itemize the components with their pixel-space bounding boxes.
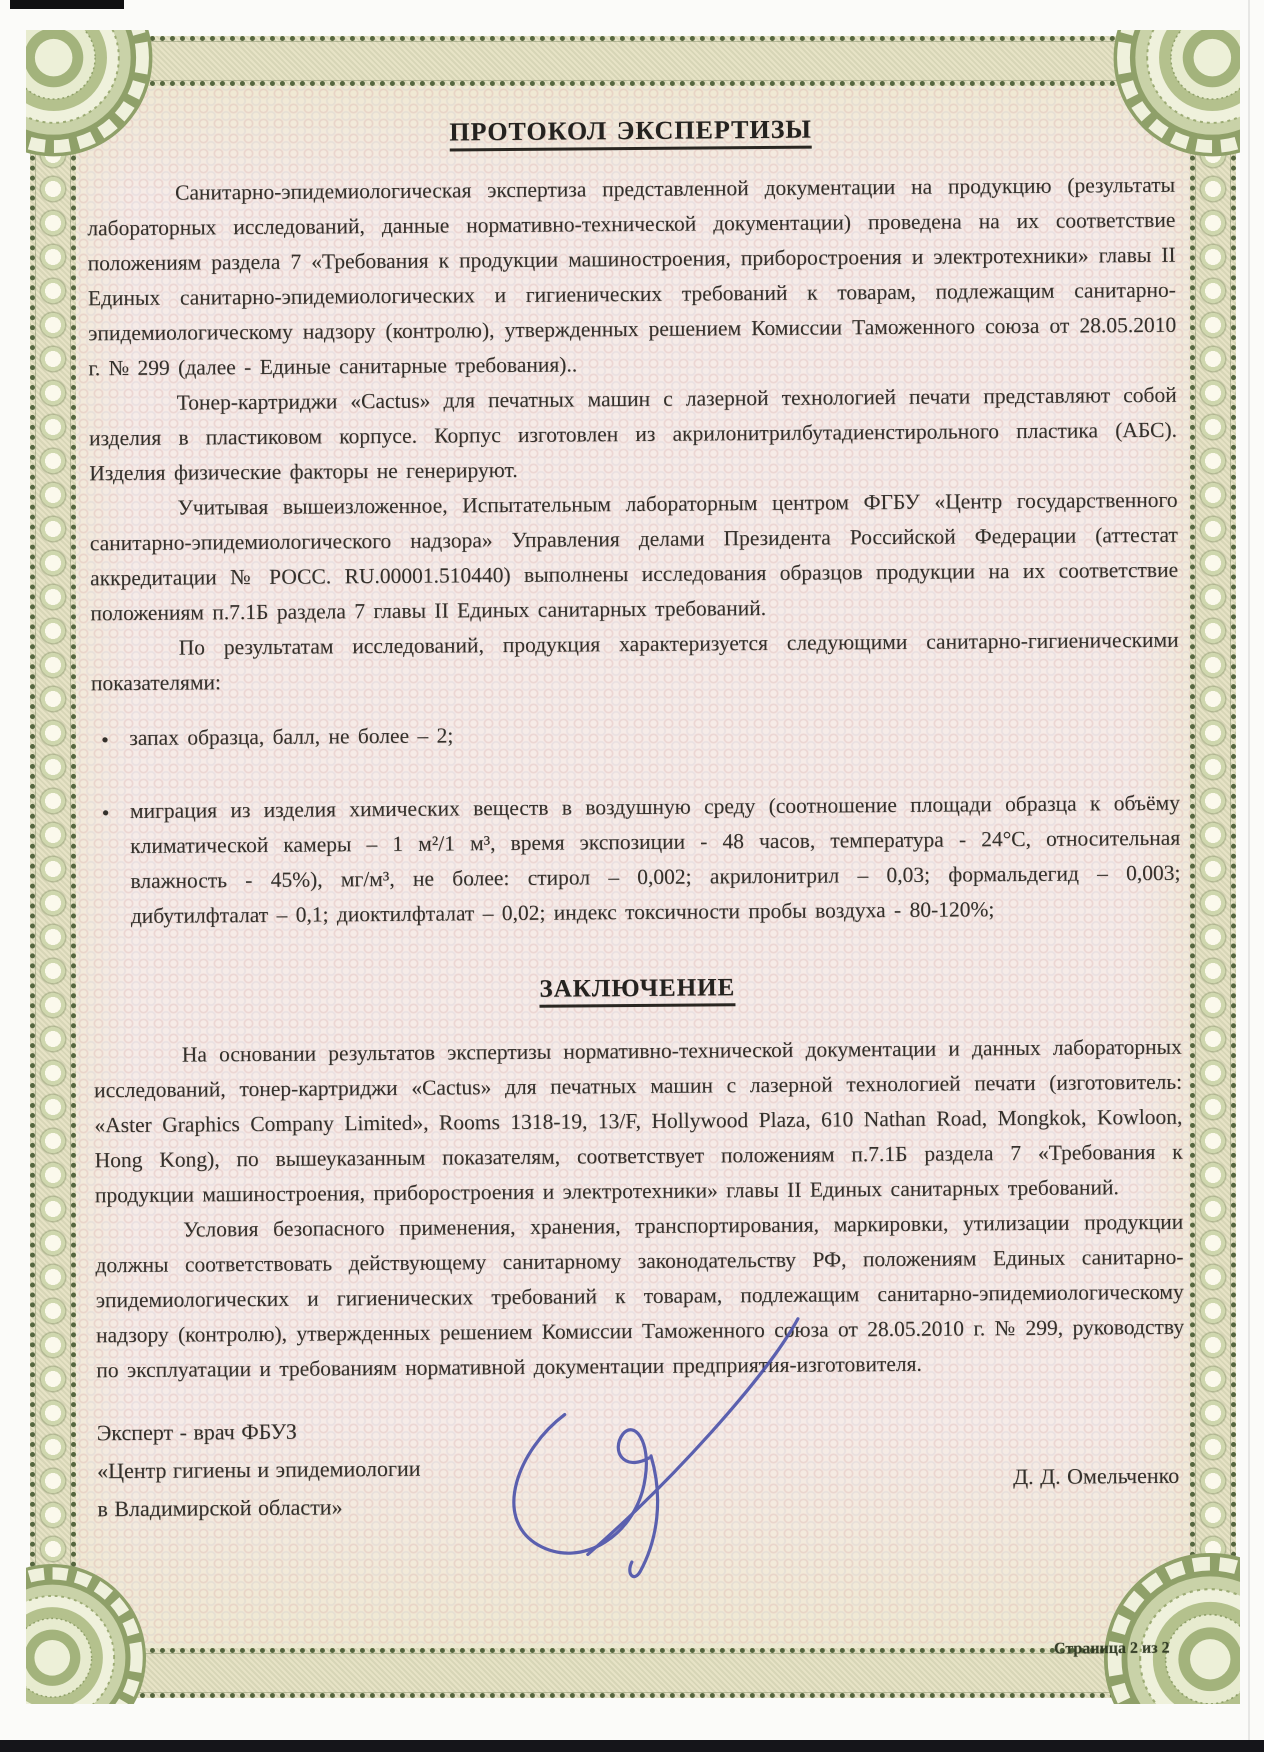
paragraph: На основании результатов экспертизы нормативно-технической документации и данных лабораторных исследований, тонер-картриджи «Cactus» для печатных машин с лазерной технологией печати (изготовитель: «Aster Graphics Company Limited», Rooms 1318-19, 13/F, Hollywood Plaza, 610 Nathan Road, Mongkok, Kowloon, Hong Kong), по вышеуказанным показателям, соответствует положениям п.7.1Б раздела 7 «Требования к продукции машиностроения, приборостроения и электротехники» главы II Единых санитарных требований. (94, 1034, 1183, 1208)
guilloche-border-left (30, 36, 76, 1698)
page-title-text: ПРОТОКОЛ ЭКСПЕРТИЗЫ (449, 115, 812, 152)
guilloche-border-top (30, 36, 1236, 86)
expert-role-line: «Центр гигиены и эпидемиологии (97, 1455, 421, 1484)
scan-artifact-top (10, 0, 124, 9)
paragraph: Тонер-картриджи «Cactus» для печатных машин с лазерной технологией печати представляют собой изделия в пластиковом корпусе. Корпус изготовлен из акрилонитрилбутадиенстирольного пластика (АБС). Изделия физические факторы не генерируют. (88, 382, 1178, 486)
expert-role-line: в Владимирской области» (97, 1494, 343, 1522)
expert-role (97, 1412, 421, 1529)
paragraph: Санитарно-эпидемиологическая экспертиза представленной документации на продукцию (результаты лабораторных исследований, данные нормативно-технической документации) проведена на их соответствие положениям раздела 7 «Требования к продукции машиностроения, приборостроения и электротехники» главы II Единых санитарно-эпидемиологических и гигиенических требований к товарам, подлежащим санитарно-эпидемиологическому надзору (контролю), утвержденных решением Комиссии Таможенного союза от 28.05.2010 г. № 299 (далее - Единые санитарные требования).. (87, 172, 1177, 381)
conclusion-title (93, 968, 1181, 1011)
list-item: ● запах образца, балл, не более – 2; (99, 713, 1179, 756)
list-item: ● миграция из изделия химических веществ в воздушную среду (соотношение площади образца к объёму климатической камеры – 1 м²/1 м³, время экспозиции - 48 часов, температура - 24°С, относительная влажность - 45%), мг/м³, не более: стирол – 0,002; акрилонитрил – 0,03; формальдегид – 0,003; дибутилфталат – 0,1; диоктилфталат – 0,02; индекс токсичности пробы воздуха - 80-120%; (100, 786, 1181, 934)
document-body (86, 90, 1185, 1545)
indicator-list (91, 713, 1181, 935)
paragraph: По результатам исследований, продукция характеризуется следующими санитарно-гигиеническими показателями: (90, 627, 1179, 696)
page-number-label: Страница 2 из 2 (1054, 1639, 1171, 1658)
scan-artifact-bottom (0, 1740, 1264, 1752)
scan-artifact-right-edge (1248, 0, 1250, 1752)
expert-name: Д. Д. Омельченко (1012, 1462, 1180, 1490)
conclusion-title-text: ЗАКЛЮЧЕНИЕ (539, 974, 735, 1008)
paragraph: Учитывая вышеизложенное, Испытательным лабораторным центром ФГБУ «Центр государственного санитарно-эпидемиологического надзора» Управления делами Президента Российской Федерации (аттестат аккредитации № РОСС. RU.00001.510440) выполнены исследования образцов продукции на их соответствие положениям п.7.1Б раздела 7 главы II Единых санитарных требований. (89, 487, 1179, 626)
page-title (86, 110, 1174, 153)
signature-block (97, 1394, 1186, 1545)
paragraph: Условия безопасного применения, хранения, транспортирования, маркировки, утилизации продукции должны соответствовать действующему санитарному законодательству РФ, положениям Единых санитарно-эпидемиологических и гигиенических требований к товарам, подлежащим санитарно-эпидемиологическому надзору (контролю), утвержденных решением Комиссии Таможенного союза от 28.05.2010 г. № 299, руководству по эксплуатации и требованиям нормативной документации предприятия-изготовителя. (95, 1209, 1185, 1383)
certificate-frame (30, 36, 1236, 1698)
guilloche-border-right (1190, 36, 1236, 1698)
expert-role-line: Эксперт - врач ФБУЗ (96, 1418, 297, 1446)
